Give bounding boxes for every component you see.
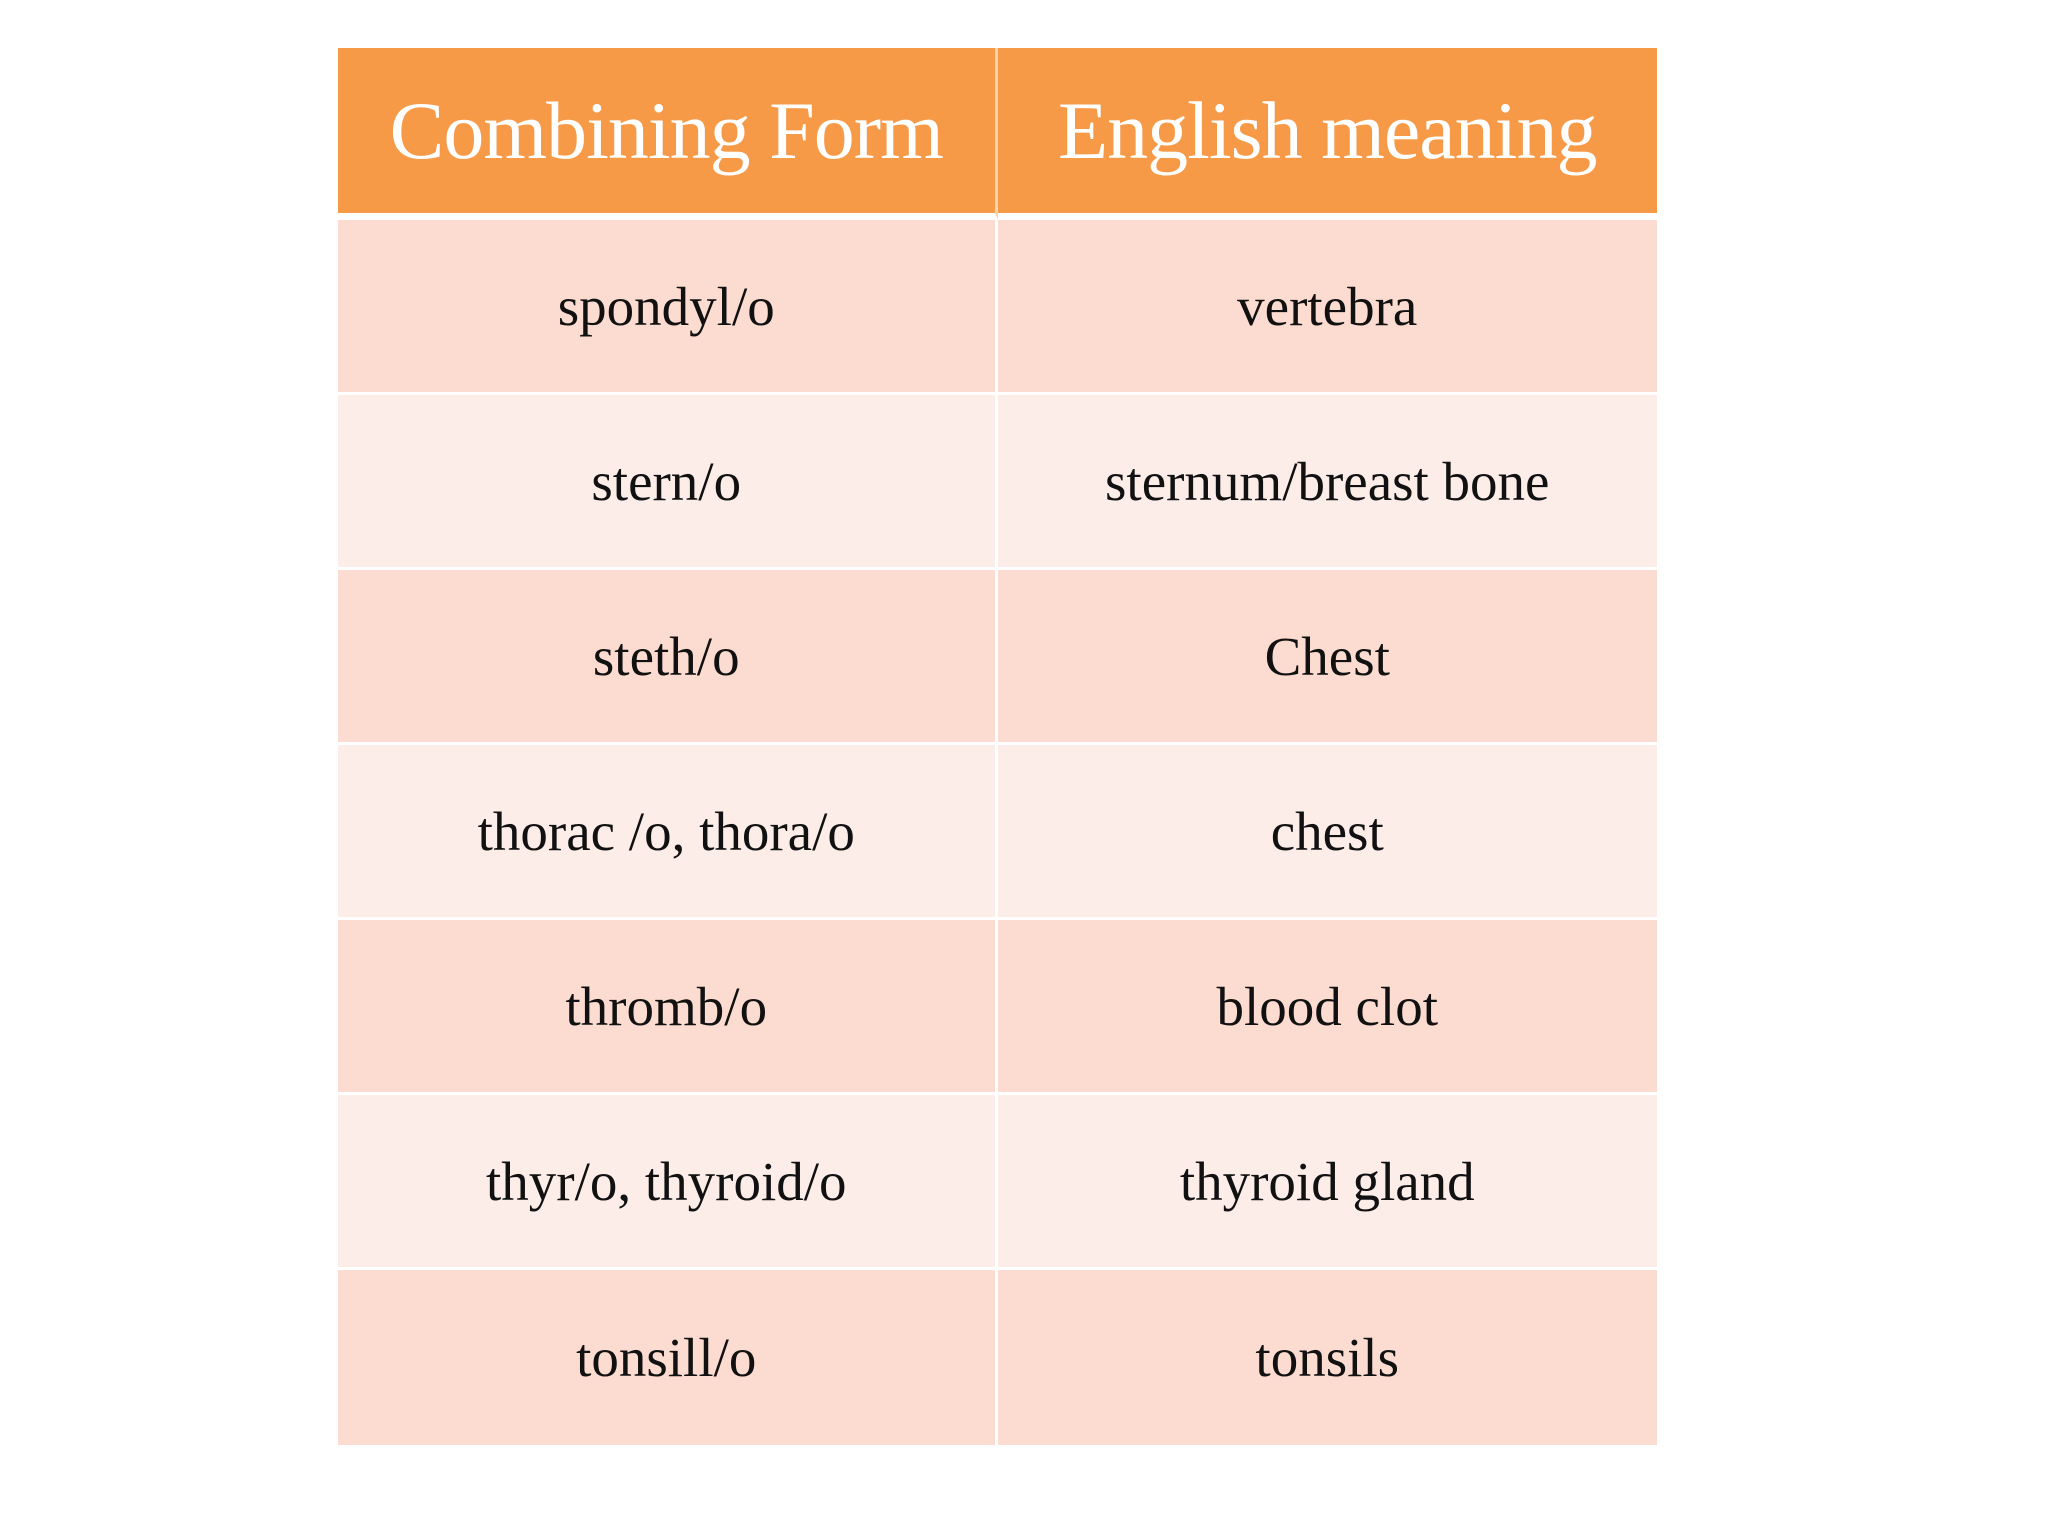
header-english-meaning: English meaning [998,48,1658,220]
cell-combining-form: thorac /o, thora/o [338,745,998,920]
cell-english-meaning: Chest [998,570,1658,745]
cell-english-meaning: blood clot [998,920,1658,1095]
cell-english-meaning: vertebra [998,220,1658,395]
table-row [338,395,1657,570]
table-row [338,920,1657,1095]
table-row [338,570,1657,745]
cell-combining-form: stern/o [338,395,998,570]
table-row [338,745,1657,920]
cell-combining-form: tonsill/o [338,1270,998,1445]
table-row [338,220,1657,395]
header-combining-form: Combining Form [338,48,998,220]
cell-english-meaning: thyroid gland [998,1095,1658,1270]
combining-forms-table [338,48,1657,1445]
table-row [338,1270,1657,1445]
cell-combining-form: spondyl/o [338,220,998,395]
cell-combining-form: thromb/o [338,920,998,1095]
table-header-row [338,48,1657,220]
cell-english-meaning: tonsils [998,1270,1658,1445]
cell-combining-form: steth/o [338,570,998,745]
table-row [338,1095,1657,1270]
cell-english-meaning: sternum/breast bone [998,395,1658,570]
cell-english-meaning: chest [998,745,1658,920]
cell-combining-form: thyr/o, thyroid/o [338,1095,998,1270]
